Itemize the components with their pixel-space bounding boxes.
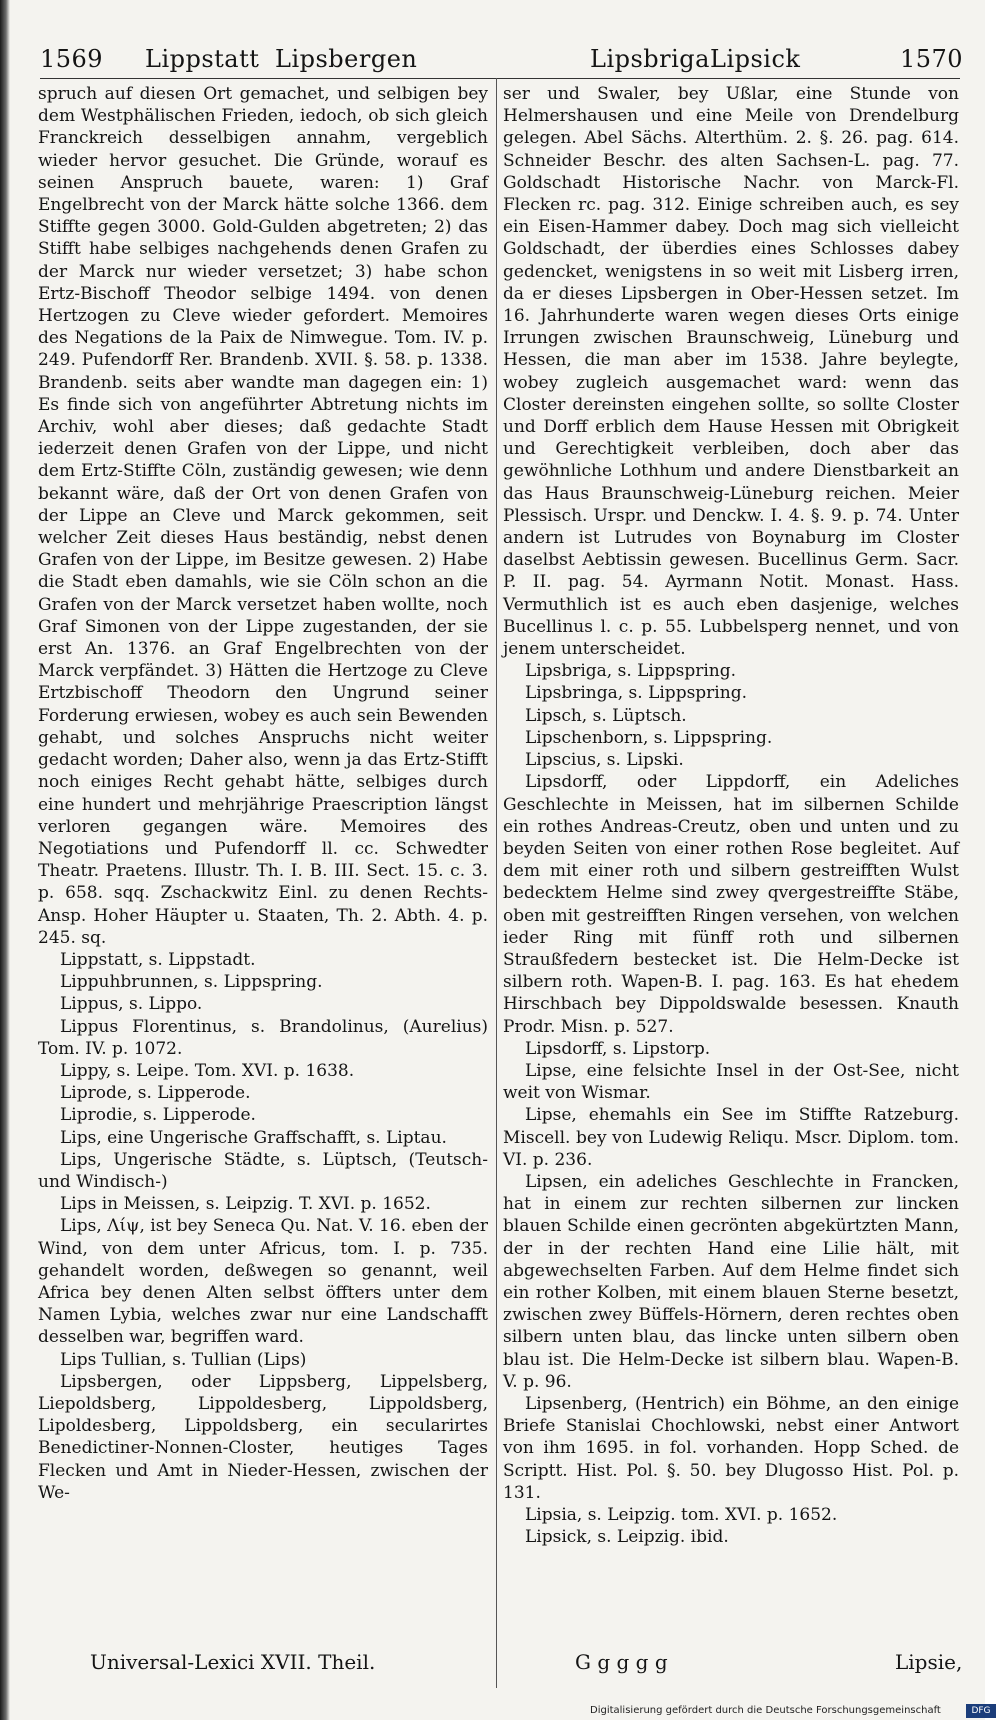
left-column-entry: Lippus, s. Lippo. [60,994,203,1015]
right-column-entry: Lipsia, s. Leipzig. tom. XVI. p. 1652. [525,1505,838,1525]
right-column-entry: Lipsenberg, (Hentrich) ein Böhme, an den einige Briefe Stanislai Chochlowski, nebst einer Antwort von ihm 1695. in fol. vorhanden. Hopp Sched. de Scriptt. Hist. Pol. §. 50. bey Dlugosso Hist. Pol. p. 131. [503,1393,959,1503]
left-column-entry: Lippstatt, s. Lippstadt. [60,949,256,970]
running-head-right-a: Lipsbriga [590,45,710,73]
column-divider [496,78,497,1688]
right-column-entry: Lipsdorff, s. Lipstorp. [525,1038,711,1059]
left-column-entry: Lips, Ungerische Städte, s. Lüptsch, (Teutsch- und Windisch-) [38,1149,488,1192]
left-column-entry: Lips, Λίψ, ist bey Seneca Qu. Nat. V. 16. eben der Wind, von dem unter Africus, tom. I. p. 735. gehandelt worden, deßwegen so genannt, weil Africa bey denen Alten selbst öffters unter dem Namen Lybia, welches zwar nur eine Landschafft desselben war, begriffen ward. [38,1216,488,1348]
page-number-right: 1570 [900,45,964,73]
header-rule [40,78,960,79]
right-column-entry: Lipse, ehemahls ein See im Stiffte Ratzeburg. Miscell. bey von Ludewig Reliqu. Mscr. Diplom. tom. VI. p. 236. [503,1105,959,1170]
right-column-entry: Lipscius, s. Lipski. [525,750,684,771]
right-column-entry: Lipse, eine felsichte Insel in der Ost-See, nicht weit von Wismar. [503,1060,959,1104]
page-binding-edge [0,0,10,1720]
right-column-entry: Lipsch, s. Lüptsch. [525,705,687,726]
left-column-entry: Lips Tullian, s. Tullian (Lips) [60,1349,307,1370]
left-column-entry: Lippy, s. Leipe. Tom. XVI. p. 1638. [60,1060,355,1081]
running-head-left-a: Lippstatt [145,45,260,73]
left-column [38,83,488,1504]
right-column [503,83,959,1548]
left-column-entry: Lipsbergen, oder Lippsberg, Lippelsberg, Liepoldsberg, Lippoldesberg, Lippoldsberg, Lipoldesberg, Lippoldsberg, ein secularirtes Benedictiner-Nonnen-Closter, heutiges Tages Flecken und Amt in Nieder-Hessen, zwischen der We- [38,1371,488,1503]
running-head-right-b: Lipsick [710,45,801,73]
right-column-entry: Lipsbringa, s. Lippspring. [525,683,747,704]
page-number-left: 1569 [40,45,104,73]
left-column-paragraph: spruch auf diesen Ort gemachet, und selbigen bey dem Westphälischen Frieden, iedoch, ob sich gleich Franckreich desselbigen annahm, vergeblich wieder hervor gesuchet. Die Gründe, worauf es seinen Anspruch bauete, waren: 1) Graf Engelbrecht von der Marck hätte solche 1366. dem Stiffte gegen 3000. Gold-Gulden abgetreten; 2) das Stifft habe selbiges nachgehends denen Grafen zu der Marck nur wieder versetzet; 3) habe schon Ertz-Bischoff Theodor selbige 1494. von denen Hertzogen zu Cleve wieder gefordert. Memoires des Negations de la Paix de Nimwegue. Tom. IV. p. 249. Pufendorff Rer. Brandenb. XVII. §. 58. p. 1338. Brandenb. seits aber wandte man dagegen ein: 1) Es finde sich von angeführter Abtretung nichts im Archiv, wohl aber dieses; daß gedachte Stadt iederzeit denen Grafen von der Lippe, und nicht dem Ertz-Stiffte Cöln, zuständig gewesen; wie denn bekannt wäre, daß der Ort von denen Grafen von der Lippe an Cleve und Marck gekommen, seit welcher Zeit dieses Haus beständig, nebst denen Grafen von der Lippe, im Besitze gewesen. 2) Habe die Stadt eben damahls, wie sie Cöln schon an die Grafen von der Marck versetzet haben wollte, noch Graf Simonen von der Lippe zugestanden, der sie erst An. 1376. an Graf Engelbrechten von der Marck verpfändet. 3) Hätten die Hertzoge zu Cleve Ertzbischoff Theodorn den Ungrund seiner Forderung erwiesen, wobey es auch sein Bewenden gehabt, und solches Anspruchs nicht weiter gedacht worden; Daher also, wenn ja das Ertz-Stifft noch einiges Recht gehabt hätte, selbiges durch eine hundert und mehrjährige Praescription längst verloren gegangen wäre. Memoires des Negotiations und Pufendorff ll. cc. Schwedter Theatr. Praetens. Illustr. Th. I. B. III. Sect. 15. c. 3. p. 658. sqq. Zschackwitz Einl. zu denen Rechts-Ansp. Hoher Häupter u. Staaten, Th. 2. Abth. 4. p. 245. sq. [38,84,488,948]
page-margin-right [985,0,1000,1720]
right-column-entry: Lipsen, ein adeliches Geschlechte in Francken, hat in einem zur rechten silbernen zur lincken blauen Schilde einen gecrönten abgekürtzten Mann, der in der rechten Hand eine Lilie hält, mit abgewechselten Farben. Auf dem Helme findet sich ein rother Kolben, mit einem blauen Sterne besetzt, zwischen zwey Büffels-Hörnern, deren rechtes oben silbern unten blau, das lincke unten silbern oben blau ist. Die Helm-Decke ist silbern blau. Wapen-B. V. p. 96. [503,1171,959,1392]
right-column-entry: Lipsick, s. Leipzig. ibid. [525,1527,729,1548]
right-column-entry: Lipschenborn, s. Lippspring. [525,727,773,748]
dfg-logo: DFG [966,1704,996,1718]
running-head-left-b: Lipsbergen [275,45,418,73]
left-column-entry: Lips in Meissen, s. Leipzig. T. XVI. p. 1652. [60,1194,431,1215]
left-column-entry: Lippuhbrunnen, s. Lippspring. [60,972,323,993]
signature-mark: G g g g g [575,1650,668,1674]
right-column-entry: Lipsdorff, oder Lippdorff, ein Adeliches Geschlechte in Meissen, hat im silbernen Schilde ein rothes Andreas-Creutz, oben und unten und zu beyden Seiten von einer rothen Rose begleitet. Auf dem mit einer roth und silbern gestreifften Wulst bedecktem Helme sind zwey qvergestreiffte Stäbe, oben mit gestreifften Ringen versehen, von welchen ieder Ring mit fünff roth und silbernen Straußfedern bestecket ist. Die Helm-Decke ist silbern roth. Wapen-B. I. pag. 163. Es hat ehedem Hirschbach bey Dippoldswalde besessen. Knauth Prodr. Misn. p. 527. [503,772,959,1037]
funding-banner: Digitalisierung gefördert durch die Deutsche Forschungsgemeinschaft [590,1705,941,1716]
left-column-entry: Lips, eine Ungerische Graffschafft, s. Liptau. [60,1127,447,1148]
left-column-entry: Liprodie, s. Lipperode. [60,1105,256,1126]
left-column-entry: Liprode, s. Lipperode. [60,1083,251,1104]
right-column-paragraph: ser und Swaler, bey Ußlar, eine Stunde von Helmershausen und eine Meile von Drendelburg gelegen. Abel Sächs. Alterthüm. 2. §. 26. pag. 614. Schneider Beschr. des alten Sachsen-L. pag. 77. Goldschadt Historische Nachr. von Marck-Fl. Flecken rc. pag. 312. Einige schreiben auch, es sey ein Eisen-Hammer dabey. Doch mag sich vielleicht Goldschadt, der überdies eines Schlosses dabey gedencket, wenigstens in so weit mit Lisberg irren, da er dieses Lipsbergen in Ober-Hessen setzet. Im 16. Jahrhunderte waren wegen dieses Orts einige Irrungen zwischen Braunschweig, Lüneburg und Hessen, die man aber im 1538. Jahre beylegte, wobey zugleich ausgemachet ward: wenn das Closter dereinsten eingehen sollte, so sollte Closter und Dorff erblich dem Hause Hessen mit Obrigkeit und Gerechtigkeit verbleiben, doch aber das gewöhnliche Lothhum und andere Dienstbarkeit an das Haus Braunschweig-Lüneburg reichen. Meier Plessisch. Urspr. und Denckw. I. 4. §. 9. p. 74. Unter andern ist Lutrudes von Boynaburg im Closter daselbst Aebtissin gewesen. Bucellinus Germ. Sacr. P. II. pag. 54. Ayrmann Notit. Monast. Hass. Vermuthlich ist es auch eben dasjenige, welches Bucellinus l. c. p. 55. Lubbelsperg nennet, und von jenem unterscheidet. [503,84,959,660]
right-column-entry: Lipsbriga, s. Lippspring. [525,661,737,682]
left-column-entry: Lippus Florentinus, s. Brandolinus, (Aurelius) Tom. IV. p. 1072. [38,1016,488,1059]
catchword: Lipsie, [895,1650,963,1674]
signature-title: Universal-Lexici XVII. Theil. [90,1650,376,1674]
